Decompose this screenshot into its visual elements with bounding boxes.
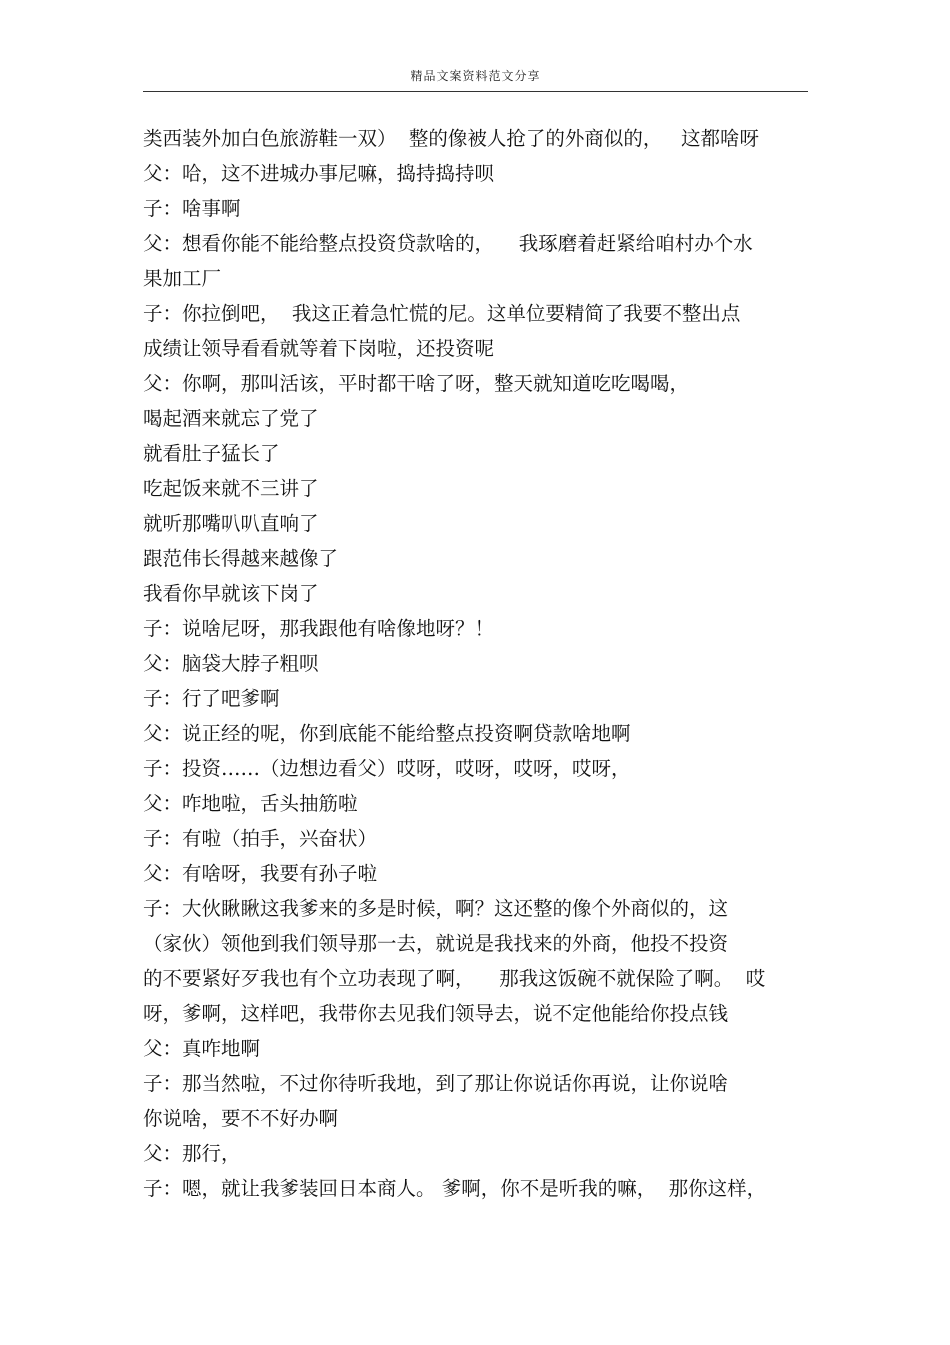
text-line: 子：有啦（拍手，兴奋状） [143,827,378,850]
text-line: 父：说正经的呢，你到底能不能给整点投资啊贷款啥地啊 [143,722,631,745]
text-line: 父：咋地啦，舌头抽筋啦 [143,792,358,815]
text-line: 你说啥，要不不好办啊 [143,1107,339,1130]
text-line: 子：大伙瞅瞅这我爹来的多是时候，啊？这还整的像个外商似的，这 [143,897,729,920]
document-body [143,121,813,1206]
page-header [143,0,808,92]
text-line: 成绩让领导看看就等着下岗啦，还投资呢 [143,337,495,360]
text-line: 子：那当然啦，不过你待听我地，到了那让你说话你再说，让你说啥 [143,1072,729,1095]
text-line: 呀，爹啊，这样吧，我带你去见我们领导去，说不定他能给你投点钱 [143,1002,729,1025]
text-line: 子：行了吧爹啊 [143,687,280,710]
text-line: 就看肚子猛长了 [143,442,280,465]
text-line: 跟范伟长得越来越像了 [143,547,339,570]
text-line: 父：脑袋大脖子粗呗 [143,652,319,675]
text-line: 父：有啥呀，我要有孙子啦 [143,862,378,885]
text-line: 喝起酒来就忘了党了 [143,407,319,430]
text-line: 吃起饭来就不三讲了 [143,477,319,500]
text-line: 就听那嘴叭叭直响了 [143,512,319,535]
text-line: 父：想看你能不能给整点投资贷款啥的， 我琢磨着赶紧给咱村办个水 [143,232,753,255]
text-line: 父：你啊，那叫活该，平时都干啥了呀，整天就知道吃吃喝喝， [143,372,690,395]
text-line: 子：嗯，就让我爹装回日本商人。 爹啊，你不是听我的嘛， 那你这样， [143,1177,767,1200]
text-line: 子：说啥尼呀，那我跟他有啥像地呀？！ [143,617,495,640]
text-line: 的不要紧好歹我也有个立功表现了啊， 那我这饭碗不就保险了啊。 哎 [143,967,766,990]
text-line: 父：那行， [143,1142,241,1165]
text-line: 父：哈，这不进城办事尼嘛，捣持捣持呗 [143,162,495,185]
text-line: 子：啥事啊 [143,197,241,220]
text-line: 子：投资……（边想边看父）哎呀，哎呀，哎呀，哎呀， [143,757,631,780]
text-line: 我看你早就该下岗了 [143,582,319,605]
text-line: （家伙）领他到我们领导那一去，就说是我找来的外商，他投不投资 [143,932,729,955]
header-title: 精品文案资料范文分享 [410,69,541,83]
text-line: 类西装外加白色旅游鞋一双） 整的像被人抢了的外商似的， 这都啥呀 [143,127,759,150]
text-line: 果加工厂 [143,267,222,290]
text-line: 父：真咋地啊 [143,1037,261,1060]
header-divider [143,91,808,92]
text-line: 子：你拉倒吧， 我这正着急忙慌的尼。这单位要精简了我要不整出点 [143,302,741,325]
